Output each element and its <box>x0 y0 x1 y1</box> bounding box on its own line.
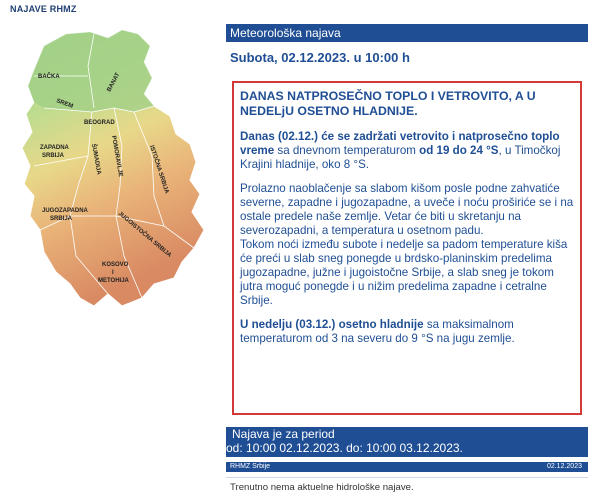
source-bar <box>226 462 588 472</box>
forecast-date: Subota, 02.12.2023. u 10:00 h <box>230 50 410 65</box>
region-label-metohija: METOHIJA <box>98 278 129 284</box>
period-label: Najava je za period <box>232 427 335 441</box>
region-label-kosovo: KOSOVO <box>102 262 129 268</box>
region-label-istocna-srbija: ISTOČNA SRBIJA <box>148 144 170 195</box>
region-label-srem: SREM <box>55 98 74 110</box>
region-label-banat: BANAT <box>106 71 122 93</box>
region-label-jugozapadna-srbija-2: SRBIJA <box>50 216 73 222</box>
today-temp: od 19 do 24 °S <box>419 144 499 157</box>
serbia-regions-map[interactable] <box>4 16 218 322</box>
panel-title: NAJAVE RHMZ <box>10 4 77 14</box>
forecast-paragraph-snow: Tokom noći između subote i nedelje sa padom temperature kiša će preći u slab sneg ponegde u brdsko-planinskim predelima jugozapadne, južne i jugoistočne Srbije, a slab sneg je tokom jutra moguć ponegde i u nižim predelima zapadne i cetralne Srbije. <box>240 238 568 307</box>
period-range: od: 10:00 02.12.2023. do: 10:00 03.12.2023. <box>226 440 463 455</box>
region-label-sumadija: ŠUMADIJA <box>90 143 102 176</box>
today-highlight: Danas (02.12.) će se zadržati vetrovito i natprosečno toplo vreme <box>240 130 560 157</box>
forecast-headline: DANAS NATPROSEČNO TOPLO I VETROVITO, A U NEDELjU OSETNO HLADNIJE. <box>240 89 536 118</box>
vojvodina-area <box>28 30 154 112</box>
sunday-text: sa maksimalnom temperaturom od 3 na severu do 9 °S na jugu zemlje. <box>240 318 515 345</box>
source-date: 02.12.2023 <box>546 463 582 470</box>
source-name: RHMZ Srbije <box>230 463 271 470</box>
region-label-pomoravlje: POMORAVLJE <box>110 135 124 178</box>
section-title: Meteorološka najava <box>230 26 341 40</box>
region-label-backa: BAČKA <box>38 74 60 80</box>
hydro-notice: Trenutno nema aktuelne hidrološke najave. <box>230 482 414 493</box>
region-label-zapadna-srbija: ZAPADNA <box>40 145 69 151</box>
sunday-highlight: U nedelju (03.12.) osetno hladnije <box>240 318 424 331</box>
region-label-jugozapadna-srbija: JUGOZAPADNA <box>42 208 88 214</box>
section-header <box>226 24 588 42</box>
today-text: sa dnevnom temperaturom <box>274 144 420 157</box>
region-label-beograd: BEOGRAD <box>84 120 115 126</box>
forecast-paragraph-clouds: Prolazno naoblačenje sa slabom kišom posle podne zahvatiće severne, zapadne i jugozapadne, a uveče i noću proširiće se i na ostale predele naše zemlje. Vetar će biti u skretanju na severozapadni, a temperatura u osetnom padu. <box>240 182 574 237</box>
region-label-jugoistocna-srbija: JUGOISTOČNA SRBIJA <box>116 210 173 259</box>
forecast-paragraph-today <box>240 130 574 172</box>
today-text-end: , u Timočkoj Krajini hladnije, oko 8 °S. <box>240 144 561 171</box>
divider <box>226 477 588 478</box>
forecast-period <box>226 427 588 457</box>
forecast-paragraph-sunday <box>240 318 574 346</box>
region-label-kosovo-i: I <box>112 270 114 276</box>
forecast-box <box>232 81 582 415</box>
region-label-zapadna-srbija-2: SRBIJA <box>42 153 65 159</box>
